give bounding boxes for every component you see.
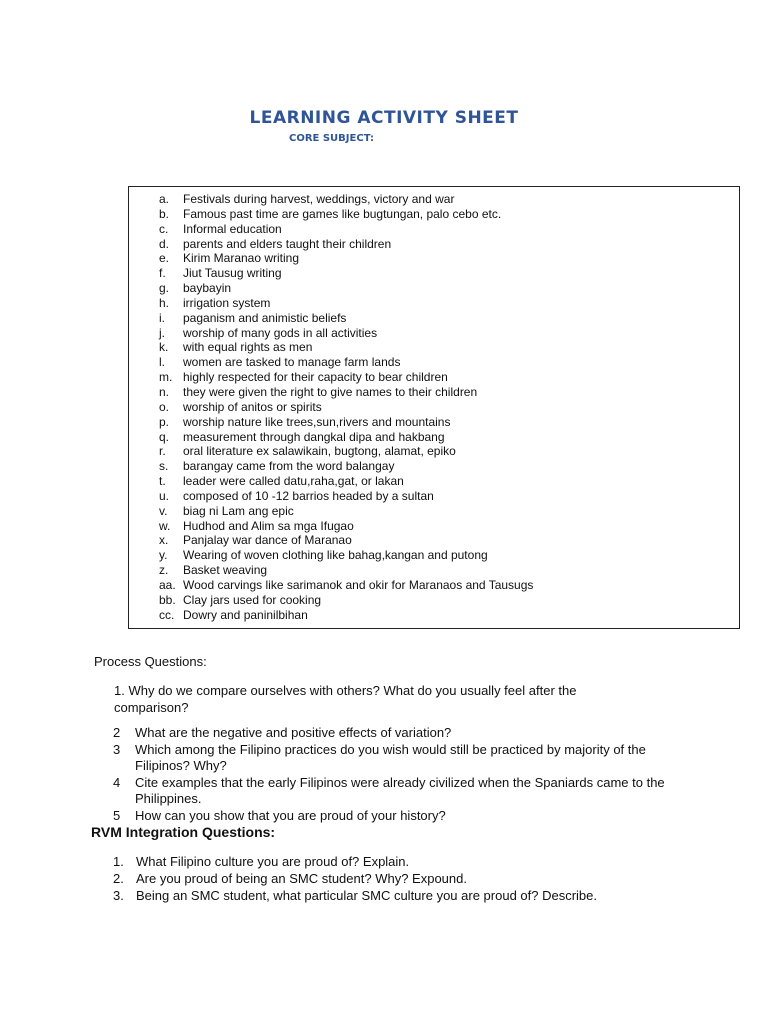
list-item-marker: w. — [159, 518, 171, 533]
process-question-marker: 5 — [113, 807, 121, 823]
list-item — [129, 385, 739, 400]
list-item-text: worship of many gods in all activities — [183, 325, 378, 340]
list-item-marker: k. — [159, 340, 169, 355]
list-item-marker: o. — [159, 399, 170, 414]
list-item-text: composed of 10 -12 barrios headed by a sultan — [183, 488, 434, 503]
list-item-marker: f. — [159, 266, 166, 281]
list-item-marker: r. — [159, 444, 166, 459]
list-item — [129, 563, 739, 578]
list-item-marker: h. — [159, 295, 170, 310]
list-item-text: they were given the right to give names to their children — [183, 384, 478, 399]
list-item-text: Kirim Maranao writing — [183, 251, 300, 266]
list-item-marker: i. — [159, 310, 165, 325]
list-item-text: Wood carvings like sarimanok and okir for Maranaos and Tausugs — [183, 577, 534, 592]
list-item-text: Informal education — [183, 221, 282, 236]
list-item-text: highly respected for their capacity to bear children — [183, 370, 448, 385]
process-questions-list — [0, 725, 768, 824]
list-item — [129, 578, 739, 593]
page-title: LEARNING ACTIVITY SHEET — [249, 108, 519, 128]
rvm-question — [0, 870, 696, 887]
list-item — [129, 311, 739, 326]
list-item-marker: v. — [159, 503, 168, 518]
list-item-marker: e. — [159, 251, 170, 266]
list-item-text: parents and elders taught their children — [183, 236, 392, 251]
list-item — [129, 251, 739, 266]
process-question — [0, 775, 665, 808]
process-question-marker: 4 — [113, 774, 121, 790]
list-item — [129, 192, 739, 207]
list-item-marker: cc. — [159, 607, 175, 622]
rvm-question — [0, 853, 696, 870]
list-item-marker: p. — [159, 414, 170, 429]
process-question-marker: 2 — [113, 725, 121, 740]
process-question — [0, 725, 665, 742]
list-item-text: barangay came from the word balangay — [183, 459, 395, 474]
list-item-marker: a. — [159, 192, 170, 206]
list-item — [129, 444, 739, 459]
list-item-marker: m. — [159, 370, 173, 385]
process-question-text: What are the negative and positive effects of variation? — [135, 725, 452, 740]
list-item — [129, 355, 739, 370]
list-item-marker: t. — [159, 474, 166, 489]
list-item — [129, 489, 739, 504]
list-item-text: Dowry and paninilbihan — [183, 607, 308, 622]
list-item — [129, 548, 739, 563]
rvm-question-text: Being an SMC student, what particular SMC culture you are proud of? Describe. — [136, 888, 598, 903]
list-item-marker: bb. — [159, 592, 176, 607]
list-item — [129, 370, 739, 385]
list-item-text: women are tasked to manage farm lands — [183, 355, 401, 370]
process-question-text: How can you show that you are proud of your history? — [135, 807, 446, 823]
list-item-marker: y. — [159, 548, 168, 563]
list-item-text: biag ni Lam ang epic — [183, 503, 294, 518]
list-item-marker: q. — [159, 429, 170, 444]
list-item-text: Wearing of woven clothing like bahag,kangan and putong — [183, 548, 488, 563]
list-item-text: measurement through dangkal dipa and hakbang — [183, 429, 445, 444]
list-item-text: Jiut Tausug writing — [183, 266, 282, 281]
list-item-text: Panjalay war dance of Maranao — [183, 533, 352, 548]
rvm-question — [0, 887, 696, 904]
list-item-text: worship of anitos or spirits — [183, 399, 322, 414]
rvm-heading: RVM Integration Questions: — [91, 824, 276, 840]
characteristics-list — [129, 192, 739, 622]
process-question-text: Cite examples that the early Filipinos were already civilized when the Spaniards came to the Philippines. — [135, 774, 665, 806]
list-item-marker: g. — [159, 281, 170, 296]
process-question — [0, 808, 665, 825]
list-item-text: Basket weaving — [183, 563, 268, 578]
list-item — [129, 326, 739, 341]
process-question — [0, 742, 665, 775]
list-item-marker: b. — [159, 206, 170, 221]
list-item-marker: n. — [159, 384, 170, 399]
list-item-text: paganism and animistic beliefs — [183, 310, 347, 325]
rvm-questions-list — [0, 853, 768, 904]
list-item — [129, 430, 739, 445]
list-item — [129, 207, 739, 222]
list-item — [129, 281, 739, 296]
list-item-text: irrigation system — [183, 295, 271, 310]
list-item — [129, 296, 739, 311]
list-item-marker: u. — [159, 488, 170, 503]
list-item-marker: d. — [159, 236, 170, 251]
rvm-question-marker: 2. — [113, 871, 124, 886]
list-item — [129, 222, 739, 237]
list-item — [129, 400, 739, 415]
process-question-text: Which among the Filipino practices do you wish would still be practiced by majority of the Filipinos? Why? — [135, 741, 646, 773]
list-item-text: Famous past time are games like bugtungan, palo cebo etc. — [183, 206, 502, 221]
list-item-marker: aa. — [159, 577, 176, 592]
list-item-text: with equal rights as men — [183, 340, 313, 355]
list-item-marker: z. — [159, 563, 169, 578]
list-item-text: baybayin — [183, 281, 232, 296]
rvm-question-text: Are you proud of being an SMC student? Why? Expound. — [136, 871, 467, 886]
list-item — [129, 266, 739, 281]
core-subject-label: CORE SUBJECT: — [289, 133, 374, 144]
list-item-marker: l. — [159, 355, 165, 370]
list-item — [129, 608, 739, 623]
characteristics-box — [128, 186, 740, 629]
process-question-marker: 3 — [113, 741, 121, 757]
list-item — [129, 415, 739, 430]
list-item-marker: j. — [159, 325, 165, 340]
list-item — [129, 340, 739, 355]
list-item-text: Hudhod and Alim sa mga Ifugao — [183, 518, 354, 533]
list-item — [129, 504, 739, 519]
rvm-question-marker: 3. — [113, 888, 124, 903]
list-item-marker: c. — [159, 221, 169, 236]
list-item-marker: s. — [159, 459, 169, 474]
list-item-text: oral literature ex salawikain, bugtong, alamat, epiko — [183, 444, 456, 459]
list-item-marker: x. — [159, 533, 169, 548]
list-item — [129, 593, 739, 608]
list-item-text: leader were called datu,raha,gat, or lakan — [183, 474, 404, 489]
list-item — [129, 474, 739, 489]
rvm-question-text: What Filipino culture you are proud of? Explain. — [136, 854, 410, 869]
list-item-text: Clay jars used for cooking — [183, 592, 322, 607]
list-item — [129, 519, 739, 534]
list-item — [129, 237, 739, 252]
rvm-question-marker: 1. — [113, 854, 124, 869]
list-item — [129, 533, 739, 548]
list-item-text: worship nature like trees,sun,rivers and mountains — [183, 414, 451, 429]
process-questions-heading: Process Questions: — [94, 654, 207, 669]
list-item-text: Festivals during harvest, weddings, victory and war — [183, 192, 455, 206]
process-question-1: 1. Why do we compare ourselves with others? What do you usually feel after the comparison? — [114, 683, 577, 715]
list-item — [129, 459, 739, 474]
